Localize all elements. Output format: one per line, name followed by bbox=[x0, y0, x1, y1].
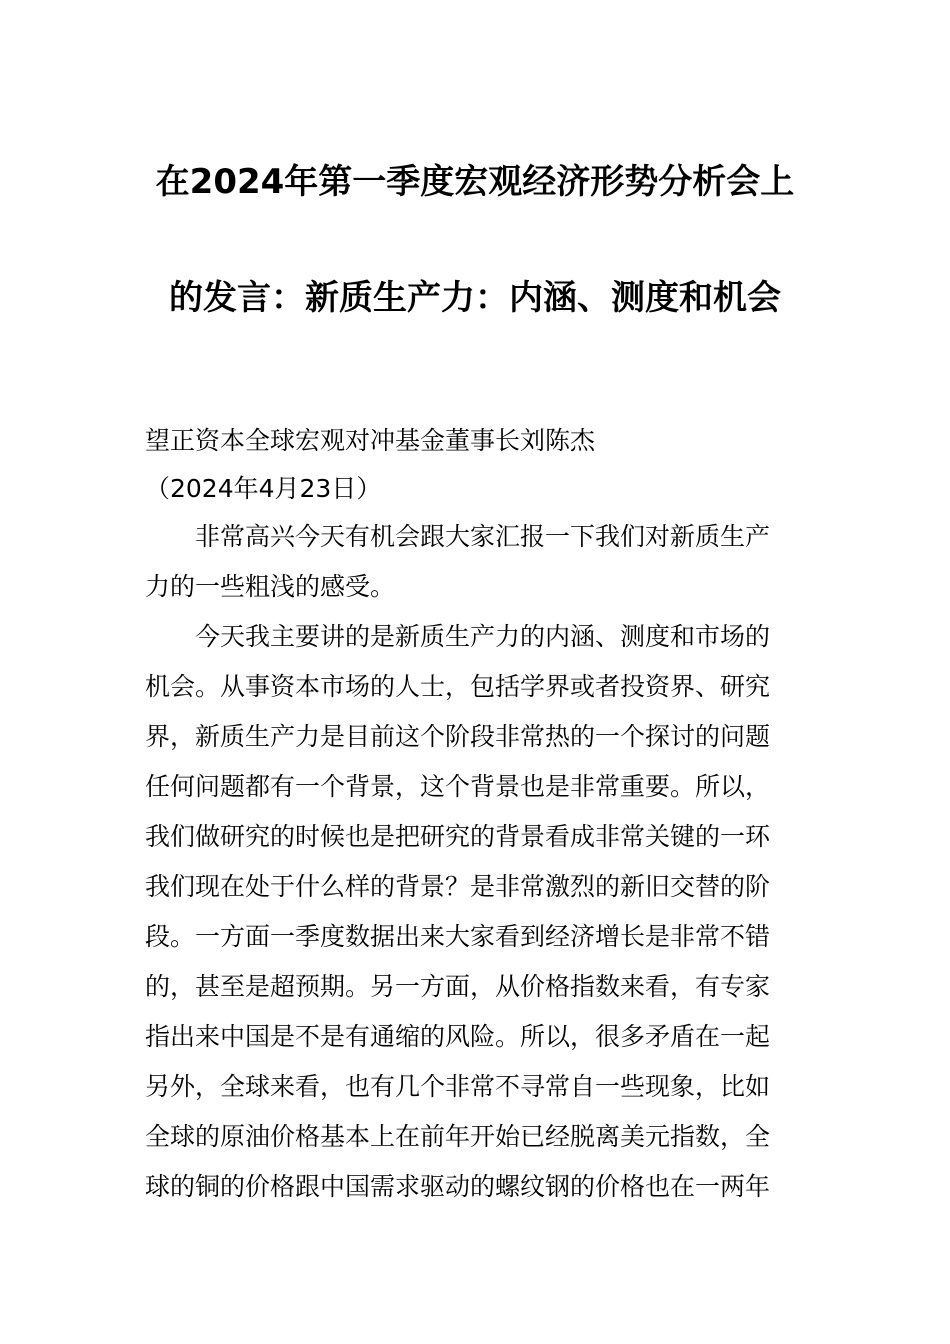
paragraph-line: 任何问题都有一个背景，这个背景也是非常重要。所以， bbox=[145, 772, 771, 801]
paragraph-line: 我们现在处于什么样的背景？是非常激烈的新旧交替的阶 bbox=[145, 872, 771, 901]
paragraph-1 bbox=[145, 512, 807, 612]
paragraph-line: 指出来中国是不是有通缩的风险。所以，很多矛盾在一起 bbox=[145, 1022, 771, 1051]
author-line: 望正资本全球宏观对冲基金董事长刘陈杰 bbox=[145, 426, 596, 455]
date-line: （2024年4月23日） bbox=[145, 474, 382, 503]
paragraph-line: 力的一些粗浅的感受。 bbox=[145, 572, 396, 601]
paragraph-line: 今天我主要讲的是新质生产力的内涵、测度和市场的 bbox=[195, 622, 771, 651]
paragraph-line: 段。一方面一季度数据出来大家看到经济增长是非常不错 bbox=[145, 922, 771, 951]
paragraph-line: 的，甚至是超预期。另一方面，从价格指数来看，有专家 bbox=[145, 972, 771, 1001]
paragraph-line: 另外，全球来看，也有几个非常不寻常自一些现象，比如 bbox=[145, 1072, 771, 1101]
paragraph-2 bbox=[145, 612, 807, 1212]
paragraph-line: 我们做研究的时候也是把研究的背景看成非常关键的一环 bbox=[145, 822, 771, 851]
paragraph-line: 球的铜的价格跟中国需求驱动的螺纹钢的价格也在一两年 bbox=[145, 1172, 771, 1201]
paragraph-line: 非常高兴今天有机会跟大家汇报一下我们对新质生产 bbox=[195, 522, 771, 551]
paragraph-line: 全球的原油价格基本上在前年开始已经脱离美元指数，全 bbox=[145, 1122, 771, 1151]
paragraph-line: 界，新质生产力是目前这个阶段非常热的一个探讨的问题 bbox=[145, 722, 771, 751]
document-title-line-2: 的发言：新质生产力：内涵、测度和机会 bbox=[169, 278, 781, 318]
paragraph-line: 机会。从事资本市场的人士，包括学界或者投资界、研究 bbox=[145, 672, 771, 701]
document-title-line-1: 在2024年第一季度宏观经济形势分析会上 bbox=[155, 162, 795, 202]
